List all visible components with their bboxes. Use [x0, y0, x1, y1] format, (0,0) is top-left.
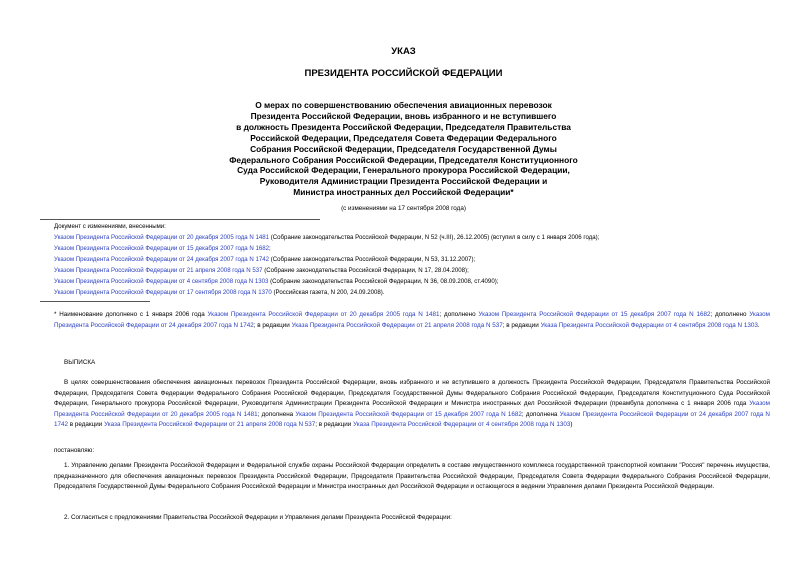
change-item: Указом Президента Российской Федерации от 4 сентября 2008 года N 1303 (Собрание законодательства Российской Федерации, N 36, 08.09.2008, ст.4090);	[54, 278, 499, 285]
title-line: в должность Президента Российской Федерации, Председателя Правительства	[236, 121, 571, 132]
change-link[interactable]: Указом Президента Российской Федерации от 24 декабря 2007 года N 1742	[54, 256, 270, 263]
preamble-link[interactable]: Указа Президента Российской Федерации от 4 сентября 2008 года N 1303	[353, 421, 571, 429]
title-line: Федерального Собрания Российской Федерации, Председателя Конституционного	[229, 154, 578, 165]
divider	[40, 219, 320, 220]
footnote: * Наименование дополнено с 1 января 2006 года Указом Президента Российской Федерации от 20 декабря 2005 года N 1481; дополнено Указом Президента Российской Федерации от 15 декабря 2007 года N 1682; дополнено Указом Президента Российской Федерации от 24 декабря 2007 года N 1742; в редакции Указа Президента Российской Федерации от 21 апреля 2008 года N 537; в редакции Указа Президента Российской Федерации от 4 сентября 2008 года N 1303.	[54, 311, 770, 329]
decree-label: постановляю:	[54, 447, 95, 454]
title-line: Суда Российской Федерации, Генерального прокурора Российской Федерации,	[237, 165, 570, 176]
preamble-link[interactable]: Указа Президента Российской Федерации от 21 апреля 2008 года N 537	[104, 421, 316, 429]
title-line: Собрания Российской Федерации, Председателя Государственной Думы	[250, 143, 557, 154]
changes-heading: Документ с изменениями, внесенными:	[54, 223, 166, 230]
footnote-link[interactable]: Указом Президента Российской Федерации от 15 декабря 2007 года N 1682	[478, 311, 711, 318]
preamble-link[interactable]: Указом Президента Российской Федерации от 20 декабря 2005 года N 1481	[54, 400, 770, 418]
footnote-link[interactable]: Указом Президента Российской Федерации от 24 декабря 2007 года N 1742	[54, 311, 770, 329]
change-item: Указом Президента Российской Федерации от 24 декабря 2007 года N 1742 (Собрание законодательства Российской Федерации, N 53, 31.12.2007);	[54, 256, 476, 263]
footnote-link[interactable]: Указом Президента Российской Федерации от 20 декабря 2005 года N 1481	[207, 311, 440, 318]
change-item: Указом Президента Российской Федерации от 15 декабря 2007 года N 1682;	[54, 245, 271, 252]
preamble-link[interactable]: Указом Президента Российской Федерации от 15 декабря 2007 года N 1682	[295, 410, 522, 418]
point-1: 1. Управлению делами Президента Российской Федерации и Федеральной службе охраны Российской Федерации определить в составе имущественного комплекса государственной транспортной компании "Россия" перечень имущества, предназначенного для обеспечения авиационных перевозок Президента Российской Федерации, Председателя Правительства Российской Федерации, Председателя Совета Федерации Федерального Собрания Российской Федерации, Председателя Государственной Думы Федерального Собрания Российской Федерации и Министра иностранных дел Российской Федерации и остающегося в ведении Управления делами Президента Российской Федерации.	[54, 462, 770, 491]
change-item: Указом Президента Российской Федерации от 17 сентября 2008 года N 1370 (Российская газета, N 200, 24.09.2008).	[54, 289, 385, 296]
preamble-link[interactable]: Указом Президента Российской Федерации от 24 декабря 2007 года N 1742	[54, 410, 770, 429]
title-line: Министра иностранных дел Российской Федерации*	[293, 187, 514, 198]
title-line: О мерах по совершенствованию обеспечения авиационных перевозок	[255, 100, 552, 110]
change-link[interactable]: Указом Президента Российской Федерации от 4 сентября 2008 года N 1303	[54, 278, 269, 285]
change-item: Указом Президента Российской Федерации от 21 апреля 2008 года N 537 (Собрание законодательства Российской Федерации, N 17, 28.04.2008);	[54, 267, 469, 274]
doc-type-heading: УКАЗ	[391, 46, 416, 57]
change-link[interactable]: Указом Президента Российской Федерации от 15 декабря 2007 года N 1682	[54, 245, 270, 252]
change-link[interactable]: Указом Президента Российской Федерации от 20 декабря 2005 года N 1481	[54, 234, 270, 241]
revision-date: (с изменениями на 17 сентября 2008 года)	[341, 205, 466, 212]
title-line: Президента Российской Федерации, вновь избранного и не вступившего	[250, 110, 557, 121]
change-link[interactable]: Указом Президента Российской Федерации от 21 апреля 2008 года N 537	[54, 267, 263, 274]
title-line: Руководителя Администрации Президента Российской Федерации и	[259, 176, 548, 187]
footnote-divider	[40, 301, 150, 302]
footnote-link[interactable]: Указа Президента Российской Федерации от 4 сентября 2008 года N 1303	[540, 321, 758, 329]
change-link[interactable]: Указом Президента Российской Федерации от 17 сентября 2008 года N 1370	[54, 289, 272, 296]
extract-label: ВЫПИСКА	[64, 359, 96, 366]
preamble: В целях совершенствования обеспечения авиационных перевозок Президента Российской Федерации, вновь избранного и не вступившего в должность Президента Российской Федерации, Председателя Правительства Российской Федерации, Председателя Совета Федерации Федерального Собрания Российской Федерации, Председателя Государственной Думы Федерального Собрания Российской Федерации, Председателя Конституционного Суда Российской Федерации, Генерального прокурора Российской Федерации, Руководителя Администрации Президента Российской Федерации и Министра иностранных дел Российской Федерации (преамбула дополнена с 1 января 2006 года Указом Президента Российской Федерации от 20 декабря 2005 года N 1481; дополнена Указом Президента Российской Федерации от 15 декабря 2007 года N 1682; дополнена Указом Президента Российской Федерации от 24 декабря 2007 года N 1742 в редакции Указа Президента Российской Федерации от 21 апреля 2008 года N 537; в редакции Указа Президента Российской Федерации от 4 сентября 2008 года N 1303)	[54, 379, 770, 429]
document-title	[0, 100, 807, 198]
issuer-heading: ПРЕЗИДЕНТА РОССИЙСКОЙ ФЕДЕРАЦИИ	[304, 68, 503, 79]
title-line: Российской Федерации, Председателя Совета Федерации Федерального	[250, 132, 557, 143]
point-2: 2. Согласиться с предложениями Правительства Российской Федерации и Управления делами Президента Российской Федерации:	[64, 514, 452, 521]
footnote-link[interactable]: Указа Президента Российской Федерации от 21 апреля 2008 года N 537	[291, 321, 503, 329]
change-item: Указом Президента Российской Федерации от 20 декабря 2005 года N 1481 (Собрание законодательства Российской Федерации, N 52 (ч.III), 26.12.2005) (вступил в силу с 1 января 2006 года);	[54, 234, 600, 241]
